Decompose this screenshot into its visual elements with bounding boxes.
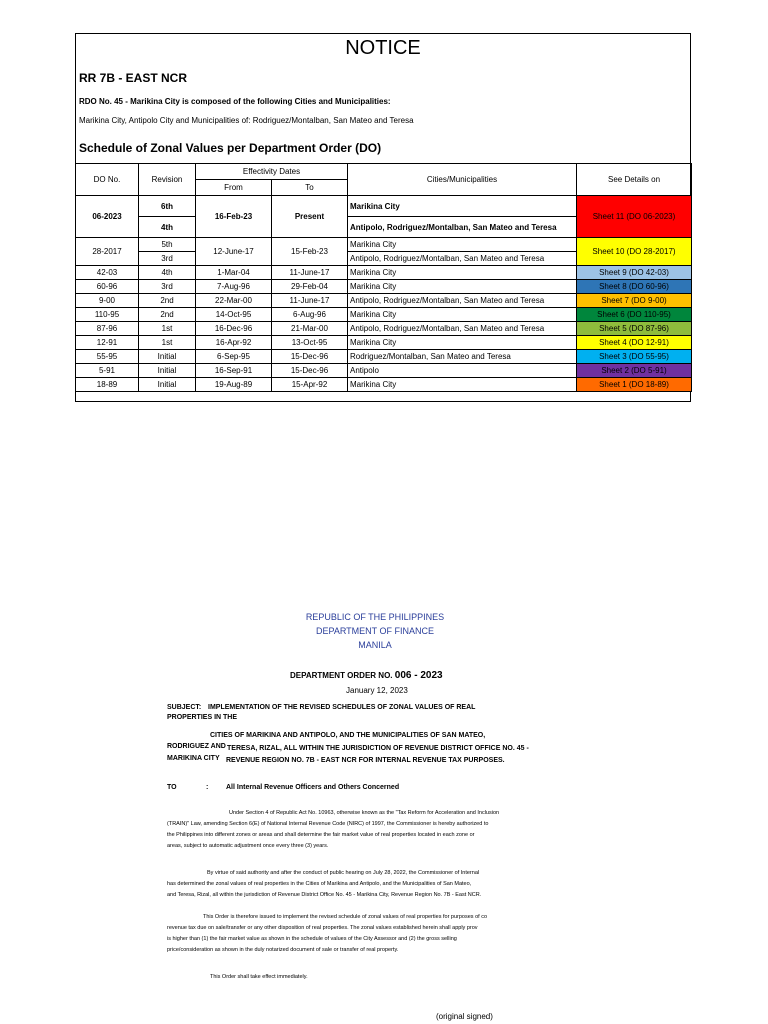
table-cell-sheet[interactable]: Sheet 7 (DO 9-00) [577,294,692,308]
table-cell-from: 12-June-17 [196,238,272,266]
table-cell-from: 16-Feb-23 [196,196,272,238]
paragraph-line: This Order is therefore issued to implement the revised schedule of zonal values of real properties for purposes of co [203,914,488,920]
table-cell-cities: Marikina City [348,266,577,280]
notice-title: NOTICE [345,37,421,59]
table-cell-sheet[interactable]: Sheet 8 (DO 60-96) [577,280,692,294]
paragraph-line: revenue tax due on sale/transfer or any other disposition of real properties. The zonal values established herein shall apply prov [167,925,478,931]
table-cell-do: 06-2023 [76,196,139,238]
paragraph-line: the Philippines into different zones or areas and shall determine the fair market value of real properties located in each zone or [167,832,475,838]
table-cell-cities: Antipolo, Rodriguez/Montalban, San Mateo and Teresa [348,322,577,336]
table-cell-from: 1-Mar-04 [196,266,272,280]
table-cell-to: 6-Aug-96 [272,308,348,322]
table-cell-revision: 4th [139,266,196,280]
table-cell-to: 11-June-17 [272,294,348,308]
paragraph-line: price/consideration as shown in the duly notarized document of sale or transfer of real property. [167,947,399,953]
table-cell-do: 18-89 [76,378,139,392]
to-colon: : [206,784,209,791]
table-cell-revision: 4th [139,217,196,238]
subject-line: TERESA, RIZAL, ALL WITHIN THE JURISDICTION OF REVENUE DISTRICT OFFICE NO. 45 - [227,745,529,752]
table-cell-sheet[interactable]: Sheet 10 (DO 28-2017) [577,238,692,266]
rdo-description: RDO No. 45 - Marikina City is composed of the following Cities and Municipalities: [79,97,391,106]
table-cell-sheet[interactable]: Sheet 2 (DO 5-91) [577,364,692,378]
paragraph-line: areas, subject to automatic adjustment once every three (3) years. [167,843,329,849]
table-cell-cities: Rodriguez/Montalban, San Mateo and Teresa [348,350,577,364]
department-heading: DEPARTMENT OF FINANCE [315,626,434,636]
paragraph-3 [167,912,607,956]
table-cell-cities: Antipolo [348,364,577,378]
subject-line: REVENUE REGION NO. 7B - EAST NCR FOR INTERNAL REVENUE TAX PURPOSES. [226,757,505,764]
table-cell-revision: 2nd [139,308,196,322]
table-cell-cities: Marikina City [348,308,577,322]
table-cell-cities: Antipolo, Rodriguez/Montalban, San Mateo and Teresa [348,294,577,308]
table-cell-revision: Initial [139,378,196,392]
table-cell-revision: 1st [139,336,196,350]
subject-line: PROPERTIES IN THE [167,714,238,721]
paragraph-line: (TRAIN)" Law, amending Section 6(E) of National Internal Revenue Code (NIRC) of 1997, the Commissioner is hereby authorized to [167,821,489,827]
to-label: TO [167,784,177,791]
table-cell-from: 19-Aug-89 [196,378,272,392]
zonal-values-table [75,163,692,392]
schedule-title: Schedule of Zonal Values per Department Order (DO) [79,141,382,155]
table-cell-from: 14-Oct-95 [196,308,272,322]
table-cell-revision: 3rd [139,280,196,294]
table-cell-revision: Initial [139,350,196,364]
table-cell-cities: Marikina City [348,378,577,392]
table-cell-cities: Marikina City [348,336,577,350]
table-cell-from: 16-Sep-91 [196,364,272,378]
table-cell-cities: Marikina City [348,238,577,252]
table-cell-sheet[interactable]: Sheet 1 (DO 18-89) [577,378,692,392]
department-order-number [290,670,443,681]
table-cell-to: 15-Apr-92 [272,378,348,392]
header-effectivity: Effectivity Dates [196,164,348,180]
header-do-no: DO No. [76,164,139,196]
table-cell-to: 15-Feb-23 [272,238,348,266]
dept-order-value: 006 - 2023 [394,670,443,681]
table-cell-sheet[interactable]: Sheet 5 (DO 87-96) [577,322,692,336]
paragraph-line: By virtue of said authority and after the conduct of public hearing on July 28, 2022, the Commissioner of Internal [207,870,480,876]
table-cell-to: 13-Oct-95 [272,336,348,350]
header-revision: Revision [139,164,196,196]
table-cell-cities: Antipolo, Rodriguez/Montalban, San Mateo and Teresa [348,252,577,266]
table-cell-from: 16-Dec-96 [196,322,272,336]
paragraph-line: has determined the zonal values of real properties in the Cities of Marikina and Antipolo, and the Municipalities of San Mateo, [167,881,472,887]
table-cell-revision: 6th [139,196,196,217]
paragraph-1 [167,808,607,852]
table-cell-revision: 5th [139,238,196,252]
table-cell-revision: 3rd [139,252,196,266]
table-cell-do: 110-95 [76,308,139,322]
table-cell-do: 55-95 [76,350,139,364]
header-to: To [272,180,348,196]
table-cell-sheet[interactable]: Sheet 11 (DO 06-2023) [577,196,692,238]
subject-line: RODRIGUEZ AND [167,743,226,750]
table-cell-do: 28-2017 [76,238,139,266]
table-cell-to: 21-Mar-00 [272,322,348,336]
table-cell-sheet[interactable]: Sheet 6 (DO 110-95) [577,308,692,322]
order-date: January 12, 2023 [346,686,408,695]
revenue-region: RR 7B - EAST NCR [79,71,188,85]
table-cell-do: 5-91 [76,364,139,378]
table-cell-from: 6-Sep-95 [196,350,272,364]
table-cell-cities: Marikina City [348,196,577,217]
table-cell-cities: Marikina City [348,280,577,294]
table-cell-sheet[interactable]: Sheet 3 (DO 55-95) [577,350,692,364]
header-from: From [196,180,272,196]
table-cell-to: Present [272,196,348,238]
paragraph-line: is higher than (1) the fair market value as shown in the schedule of values of the City Assessor and (2) the gross selling [167,936,457,942]
signature-note: (original signed) [436,1012,493,1021]
table-cell-sheet[interactable]: Sheet 9 (DO 42-03) [577,266,692,280]
table-cell-to: 15-Dec-96 [272,350,348,364]
table-cell-from: 22-Mar-00 [196,294,272,308]
paragraph-4: This Order shall take effect immediately. [210,974,308,980]
paragraph-2 [167,868,607,901]
table-cell-from: 16-Apr-92 [196,336,272,350]
table-cell-from: 7-Aug-96 [196,280,272,294]
table-cell-do: 60-96 [76,280,139,294]
subject-line: MARIKINA CITY [167,755,220,762]
paragraph-line: Under Section 4 of Republic Act No. 10963, otherwise known as the "Tax Reform for Acceleration and Inclusion [229,810,500,816]
subject-line: IMPLEMENTATION OF THE REVISED SCHEDULES OF ZONAL VALUES OF REAL [208,704,476,711]
rdo-cities-list: Marikina City, Antipolo City and Municipalities of: Rodriguez/Montalban, San Mateo and Teresa [79,116,414,125]
subject-line: CITIES OF MARIKINA AND ANTIPOLO, AND THE MUNICIPALITIES OF SAN MATEO, [210,732,486,739]
table-cell-do: 9-00 [76,294,139,308]
republic-heading: REPUBLIC OF THE PHILIPPINES [305,612,445,622]
paragraph-line: and Teresa, Rizal, all within the jurisdiction of Revenue District Office No. 45 - Marikina City, Revenue Region No. 7B - East NCR. [167,892,482,898]
table-cell-cities: Antipolo, Rodriguez/Montalban, San Mateo and Teresa [348,217,577,238]
table-cell-do: 42-03 [76,266,139,280]
to-value: All Internal Revenue Officers and Others Concerned [226,784,400,791]
table-cell-to: 15-Dec-96 [272,364,348,378]
table-cell-to: 29-Feb-04 [272,280,348,294]
dept-order-label: DEPARTMENT ORDER NO. [290,671,393,680]
table-cell-to: 11-June-17 [272,266,348,280]
table-cell-revision: Initial [139,364,196,378]
table-cell-revision: 2nd [139,294,196,308]
subject-label: SUBJECT: [167,704,202,711]
table-cell-revision: 1st [139,322,196,336]
header-cities: Cities/Municipalities [348,164,577,196]
header-details: See Details on [577,164,692,196]
table-cell-sheet[interactable]: Sheet 4 (DO 12-91) [577,336,692,350]
city-heading: MANILA [358,640,392,650]
table-cell-do: 12-91 [76,336,139,350]
table-cell-do: 87-96 [76,322,139,336]
